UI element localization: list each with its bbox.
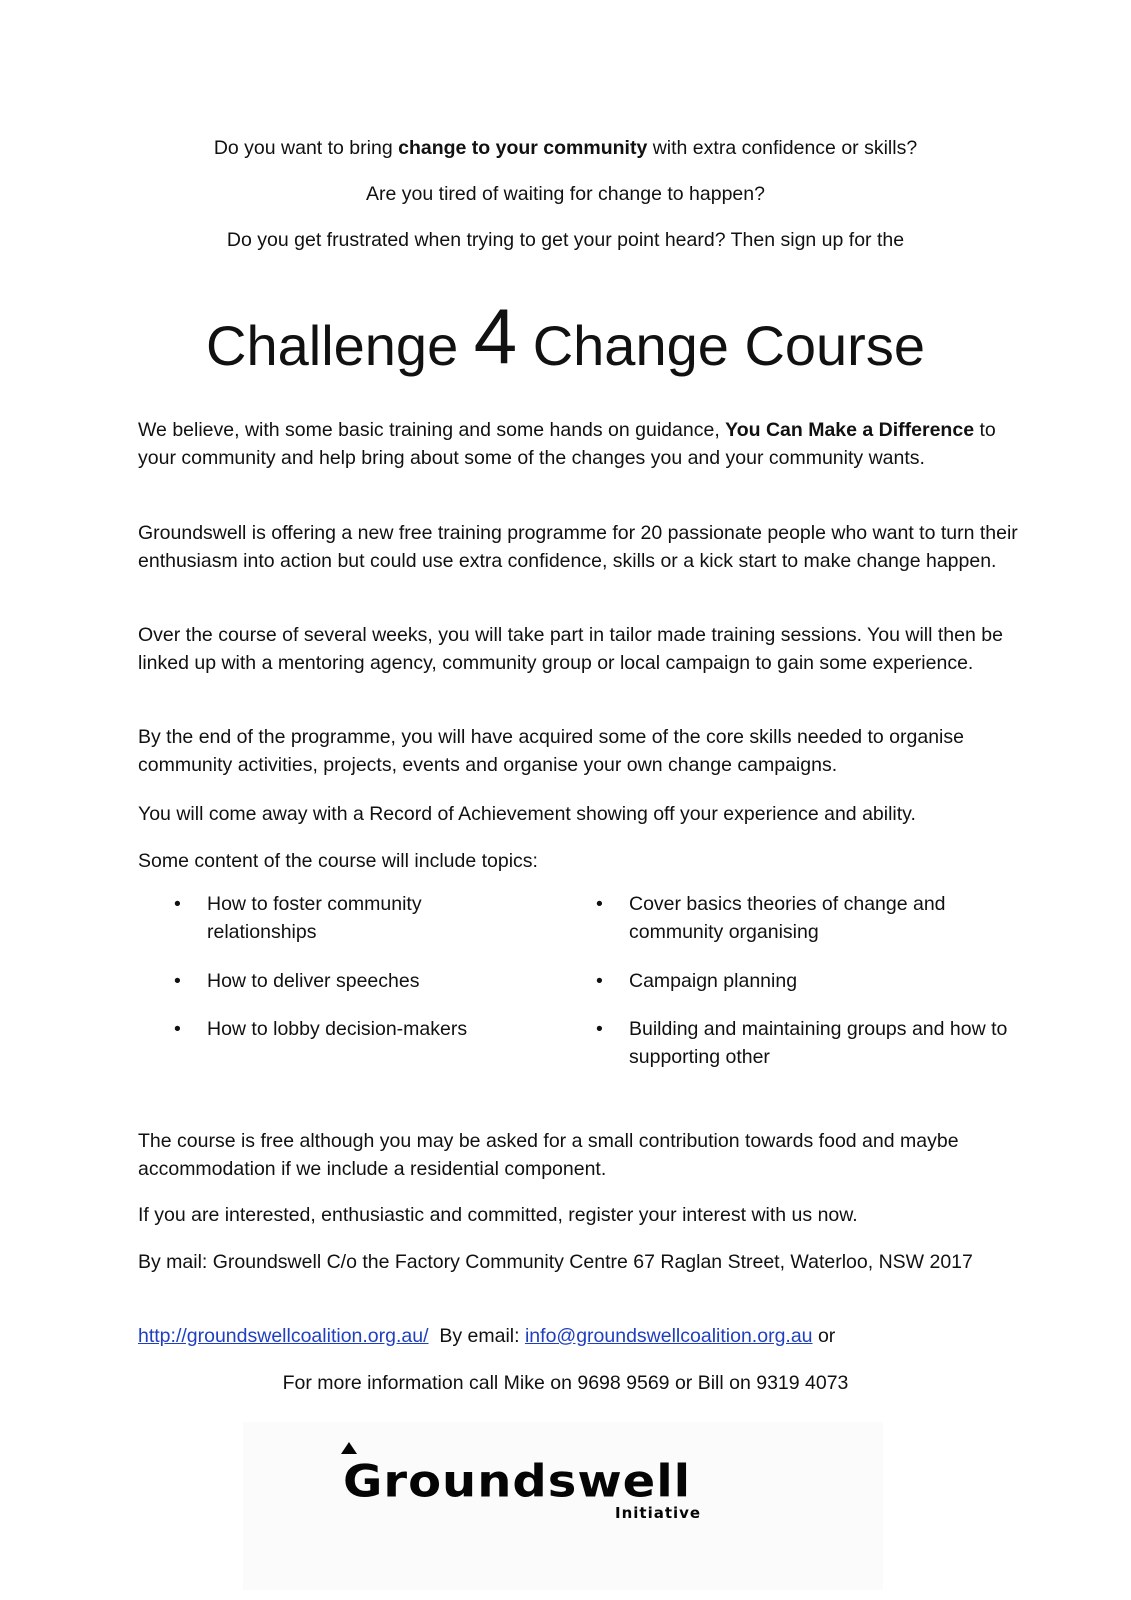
page-title: Challenge 4 Change Course xyxy=(206,292,925,380)
bullet-icon: • xyxy=(596,1018,603,1040)
email-link[interactable]: info@groundswellcoalition.org.au xyxy=(524,1325,813,1347)
bullet-icon: • xyxy=(174,893,181,915)
paragraph-topics-intro: Some content of the course will include topics: xyxy=(138,850,538,872)
paragraph-interest: If you are interested, enthusiastic and committed, register your interest with us now. xyxy=(138,1204,858,1226)
paragraph-achievement: You will come away with a Record of Achievement showing off your experience and ability. xyxy=(138,803,916,825)
mail-address: By mail: Groundswell C/o the Factory Community Centre 67 Raglan Street, Waterloo, NSW 2017 xyxy=(138,1251,973,1273)
logo-wordmark: Groundswell xyxy=(343,1456,692,1508)
belief-emphasis: You Can Make a Difference xyxy=(725,419,975,441)
bullet-icon: • xyxy=(596,893,603,915)
intro-line-1: Do you want to bring change to your community with extra confidence or skills? xyxy=(213,137,918,159)
intro-emphasis: change to your community xyxy=(398,137,648,159)
logo-subtitle: Initiative xyxy=(615,1504,702,1522)
bullet-icon: • xyxy=(174,1018,181,1040)
intro-line-3: Do you get frustrated when trying to get your point heard? Then sign up for the xyxy=(226,229,905,251)
title-number: 4 xyxy=(473,292,518,380)
paragraph-belief: We believe, with some basic training and some hands on guidance, You Can Make a Difference to your community and help bring about some of the changes you and your community wants. xyxy=(138,419,996,469)
intro-line-2: Are you tired of waiting for change to happen? xyxy=(366,183,765,205)
paragraph-offer: Groundswell is offering a new free training programme for 20 passionate people who want to turn their enthusiasm into action but could use extra confidence, skills or a kick start to make change happen. xyxy=(138,522,1018,572)
groundswell-logo xyxy=(243,1422,883,1590)
paragraph-skills: By the end of the programme, you will have acquired some of the core skills needed to organise community activities, projects, events and organise your own change campaigns. xyxy=(138,726,964,776)
bullet-icon: • xyxy=(174,970,181,992)
logo-caret-icon xyxy=(341,1442,357,1454)
flyer-page: Do you want to bring change to your community with extra confidence or skills? Are you tired of waiting for change to happen? Do you get frustrated when trying to get your point heard? Then sign up for the Challenge 4 Change Course We believe, with some basic training and some hands on guidance, You Can Make a Difference to your community and help bring about some of the changes you and your community wants. Groundswell is offering a new free training programme for 20 passionate people who want to turn their enthusiasm into action but could use extra confidence, skills or a kick start to make change happen. Over the course of several weeks, you will take part in tailor made training sessions. You will then be linked up with a mentoring agency, community group or local campaign to gain some experience. By the end of the programme, you will have acquired some of the core skills needed to organise community activities, projects, events and organise your own change campaigns. You will come away with a Record of Achievement showing off your experience and ability. Some content of the course will include topics: • How to foster community relationships • How to deliver speeches • How to lobby decision-makers • Cover basics theories of change and community organising • Campaign planning • Building and maintaining groups and how to supporting other The course is free although you may be asked for a small contribution towards food and maybe accommodation if we include a residential component. If you are interested, enthusiastic and committed, register your interest with us now. By mail: Groundswell C/o the Factory Community Centre 67 Raglan Street, Waterloo, NSW 2017 http://groundswellcoalition.org.au/ By email: info@groundswellcoalition.org.au or For more information call Mike on 9698 9569 or Bill on 9319 4073 Groundswell Initiative xyxy=(0,0,1131,1600)
paragraph-cost: The course is free although you may be asked for a small contribution towards food and maybe accommodation if we include a residential component. xyxy=(138,1130,959,1180)
paragraph-course: Over the course of several weeks, you will take part in tailor made training sessions. You will then be linked up with a mentoring agency, community group or local campaign to gain some experience. xyxy=(138,624,1003,674)
bullet-icon: • xyxy=(596,970,603,992)
phone-info: For more information call Mike on 9698 9569 or Bill on 9319 4073 xyxy=(282,1372,849,1394)
website-link[interactable]: http://groundswellcoalition.org.au/ xyxy=(138,1325,429,1347)
contact-links: http://groundswellcoalition.org.au/ By email: info@groundswellcoalition.org.au or xyxy=(138,1325,836,1347)
